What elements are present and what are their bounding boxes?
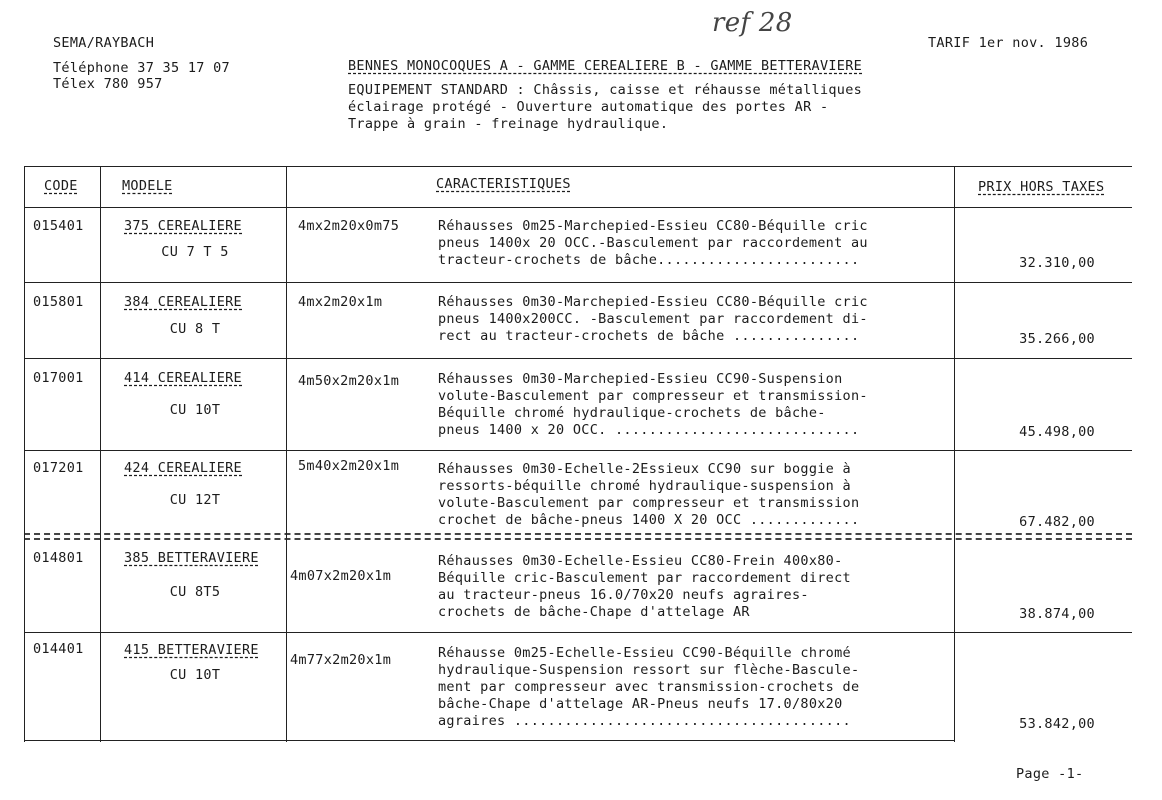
row-dimensions: 4mx2m20x1m	[298, 294, 383, 310]
row-desc-line: bâche-Chape d'attelage AR-Pneus neufs 17.0/80x20	[438, 696, 843, 712]
row-desc-line: agraires ........................................	[438, 713, 851, 729]
row-sub-model: CU 8 T	[169, 321, 221, 337]
row-desc-line: volute-Basculement par compresseur et transmission	[438, 495, 860, 511]
row-model: 414 CEREALIERE	[124, 370, 242, 386]
row-desc-line: Réhausses 0m30-Marchepied-Essieu CC90-Suspension	[438, 371, 843, 387]
row-code: 015401	[33, 218, 84, 234]
row-code: 014401	[33, 641, 84, 657]
group-separator-dashed	[24, 533, 1132, 535]
equipment-line-3: Trappe à grain - freinage hydraulique.	[348, 116, 669, 132]
col-border	[286, 166, 287, 742]
col-border	[100, 166, 101, 742]
row-dimensions: 5m40x2m20x1m	[298, 458, 400, 474]
document-title: BENNES MONOCOQUES A - GAMME CEREALIERE B - GAMME BETTERAVIERE	[348, 58, 863, 74]
row-price: 38.874,00	[1019, 606, 1095, 622]
company-name: SEMA/RAYBACH	[53, 35, 155, 51]
row-desc-line: Réhausses 0m30-Echelle-Essieu CC80-Frein 400x80-	[438, 553, 843, 569]
row-desc-line: Réhausses 0m30-Echelle-2Essieux CC90 sur boggie à	[438, 461, 851, 477]
header-code: CODE	[44, 178, 78, 194]
row-desc-line: pneus 1400 x 20 OCC. .............................	[438, 422, 860, 438]
row-desc-line: Réhausses 0m25-Marchepied-Essieu CC80-Béquille cric	[438, 218, 868, 234]
row-desc-line: Béquille cric-Basculement par raccordement direct	[438, 570, 851, 586]
equipment-line-1: EQUIPEMENT STANDARD : Châssis, caisse et réhausse métalliques	[348, 82, 863, 98]
row-price: 35.266,00	[1019, 331, 1095, 347]
header-caracteristiques: CARACTERISTIQUES	[436, 176, 571, 192]
row-sub-model: CU 7 T 5	[161, 244, 229, 260]
row-dimensions: 4mx2m20x0m75	[298, 218, 400, 234]
header-prix: PRIX HORS TAXES	[978, 179, 1105, 195]
handwritten-annotation: ref 28	[712, 8, 793, 38]
telephone: Téléphone 37 35 17 07	[53, 60, 230, 76]
row-code: 015801	[33, 294, 84, 310]
row-desc-line: Réhausses 0m30-Marchepied-Essieu CC80-Béquille cric	[438, 294, 868, 310]
row-model: 385 BETTERAVIERE	[124, 550, 259, 566]
row-price: 45.498,00	[1019, 424, 1095, 440]
row-sub-model: CU 10T	[169, 402, 221, 418]
row-desc-line: Béquille chromé hydraulique-crochets de bâche-	[438, 405, 826, 421]
row-code: 017001	[33, 370, 84, 386]
row-price: 67.482,00	[1019, 514, 1095, 530]
row-separator	[24, 450, 1132, 451]
equipment-line-2: éclairage protégé - Ouverture automatique des portes AR -	[348, 99, 829, 115]
row-separator	[24, 632, 1132, 633]
row-sub-model: CU 10T	[169, 667, 221, 683]
col-border	[24, 166, 25, 742]
row-desc-line: pneus 1400x 20 OCC.-Basculement par raccordement au	[438, 235, 868, 251]
telex: Télex 780 957	[53, 76, 163, 92]
row-desc-line: tracteur-crochets de bâche........................	[438, 252, 860, 268]
row-model: 415 BETTERAVIERE	[124, 642, 259, 658]
group-separator-dashed	[24, 538, 1132, 540]
row-desc-line: Réhausse 0m25-Echelle-Essieu CC90-Béquille chromé	[438, 645, 851, 661]
row-price: 53.842,00	[1019, 716, 1095, 732]
row-desc-line: rect au tracteur-crochets de bâche ...............	[438, 328, 860, 344]
row-price: 32.310,00	[1019, 255, 1095, 271]
row-desc-line: crochet de bâche-pneus 1400 X 20 OCC .............	[438, 512, 860, 528]
row-model: 384 CEREALIERE	[124, 294, 242, 310]
col-border	[954, 166, 955, 742]
page-number: Page -1-	[1016, 766, 1084, 782]
header-separator	[24, 207, 1132, 208]
row-model: 424 CEREALIERE	[124, 460, 242, 476]
tarif-date: TARIF 1er nov. 1986	[928, 35, 1089, 51]
row-code: 014801	[33, 550, 84, 566]
row-sub-model: CU 8T5	[169, 584, 221, 600]
row-code: 017201	[33, 460, 84, 476]
table-top-border	[24, 166, 1132, 167]
row-separator	[24, 358, 1132, 359]
header-modele: MODELE	[122, 178, 173, 194]
row-model: 375 CEREALIERE	[124, 218, 242, 234]
row-desc-line: au tracteur-pneus 16.0/70x20 neufs agraires-	[438, 587, 809, 603]
row-dimensions: 4m50x2m20x1m	[298, 373, 400, 389]
row-separator	[24, 282, 1132, 283]
row-sub-model: CU 12T	[169, 492, 221, 508]
row-desc-line: pneus 1400x200CC. -Basculement par raccordement di-	[438, 311, 868, 327]
row-desc-line: hydraulique-Suspension ressort sur flèche-Bascule-	[438, 662, 860, 678]
row-desc-line: ment par compresseur avec transmission-crochets de	[438, 679, 860, 695]
table-bottom-border	[24, 740, 954, 741]
row-desc-line: volute-Basculement par compresseur et transmission-	[438, 388, 868, 404]
row-desc-line: ressorts-béquille chromé hydraulique-suspension à	[438, 478, 851, 494]
row-desc-line: crochets de bâche-Chape d'attelage AR	[438, 604, 750, 620]
row-dimensions: 4m07x2m20x1m	[290, 568, 392, 584]
row-dimensions: 4m77x2m20x1m	[290, 652, 392, 668]
